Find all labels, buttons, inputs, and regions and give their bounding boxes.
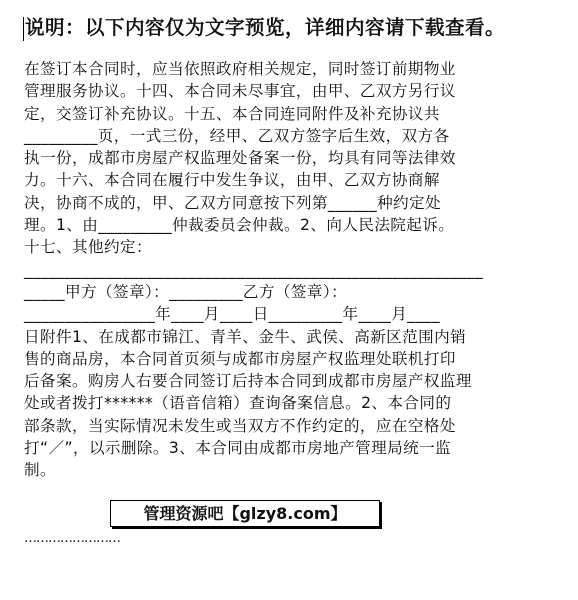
text-line: 决，协商不成的，甲、乙双方同意按下列第______种约定处	[24, 193, 442, 212]
text-cursor	[23, 17, 24, 41]
site-watermark-link[interactable]: 管理资源吧【glzy8.com】	[110, 500, 380, 527]
signature-rule-line: ________________________________________________________	[24, 260, 484, 279]
text-line: 售的商品房，本合同首页须与成都市房屋产权监理处联机打印	[24, 349, 456, 368]
signature-line: _____甲方（签章）：_________乙方（签章）：	[24, 282, 348, 301]
date-line: ________________年____月____日_________年____月____	[24, 305, 441, 324]
text-line: 处或者拨打******（语音信箱）查询备案信息。2、本合同的	[24, 394, 452, 413]
text-line: 定，交签订补充协议。十五、本合同连同附件及补充协议共	[24, 104, 440, 123]
text-line: 后备案。购房人右要合同签订后持本合同到成都市房屋产权监理	[24, 372, 472, 391]
text-line: 打“／”，以示删除。3、本合同由成都市房地产管理局统一监	[24, 439, 452, 458]
text-line: 日附件1、在成都市锦江、青羊、金牛、武侯、高新区范围内销	[24, 327, 467, 346]
text-line: _________页，一式三份，经甲、乙双方签字后生效，双方各	[24, 126, 450, 145]
text-line: 理。1、由_________仲裁委员会仲裁。2、向人民法院起诉。	[24, 216, 455, 235]
text-line: 执一份，成都市房屋产权监理处备案一份，均具有同等法律效	[24, 149, 456, 168]
text-line: 在签订本合同时，应当依照政府相关规定，同时签订前期物业	[24, 60, 456, 78]
text-line: 管理服务协议。十四、本合同未尽事宜，由甲、乙双方另行议	[24, 82, 456, 101]
preview-notice-heading: 说明：以下内容仅为文字预览，详细内容请下载查看。	[25, 16, 506, 39]
contract-text-body	[24, 58, 564, 482]
text-line: 部条款，当实际情况未发生或当双方不作约定的，应在空格处	[24, 416, 456, 435]
text-line: 十七、其他约定：	[24, 238, 152, 257]
text-line: 制。	[24, 461, 56, 480]
more-content-indicator: ……………………	[24, 531, 120, 546]
text-line: 力。十六、本合同在履行中发生争议，由甲、乙双方协商解	[24, 171, 440, 190]
